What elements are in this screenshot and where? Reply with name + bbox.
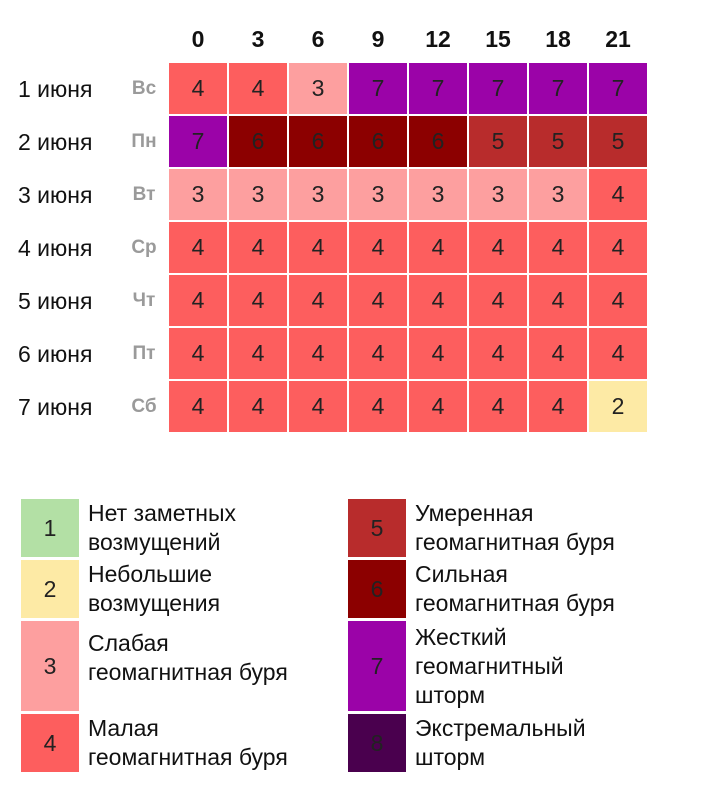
kp-cell: 4 [169, 328, 227, 379]
hour-label: 15 [485, 26, 511, 52]
kp-cell: 5 [589, 116, 647, 167]
kp-cell: 5 [529, 116, 587, 167]
kp-cell: 4 [169, 275, 227, 326]
kp-cell: 2 [589, 381, 647, 432]
kp-cell: 4 [229, 275, 287, 326]
kp-cell: 7 [529, 63, 587, 114]
kp-cell: 4 [469, 328, 527, 379]
weekday-label: Сб [131, 396, 157, 417]
kp-cell: 3 [289, 63, 347, 114]
kp-cell: 4 [409, 328, 467, 379]
kp-cell: 4 [349, 222, 407, 273]
kp-cell: 4 [229, 328, 287, 379]
kp-cell: 4 [469, 275, 527, 326]
kp-cell: 7 [469, 63, 527, 114]
kp-cell: 6 [229, 116, 287, 167]
day-label: 6 июня [18, 341, 93, 367]
kp-cell: 4 [589, 169, 647, 220]
weekday-label: Ср [131, 237, 157, 258]
kp-cell: 4 [229, 381, 287, 432]
kp-cell: 4 [229, 63, 287, 114]
kp-cell: 4 [169, 222, 227, 273]
legend-label: шторм [415, 681, 486, 708]
kp-cell: 7 [409, 63, 467, 114]
legend-label: геомагнитная буря [88, 744, 288, 770]
kp-cell: 4 [589, 275, 647, 326]
day-label: 7 июня [18, 394, 93, 420]
legend-label: Небольшие [88, 561, 213, 587]
kp-cell: 4 [349, 381, 407, 432]
hour-label: 18 [545, 26, 571, 52]
day-label: 5 июня [18, 288, 93, 314]
legend-swatch: 2 [21, 560, 79, 618]
kp-cell: 3 [349, 169, 407, 220]
kp-cell: 6 [409, 116, 467, 167]
kp-cell: 4 [589, 222, 647, 273]
kp-cell: 3 [289, 169, 347, 220]
hour-label: 9 [371, 26, 385, 52]
kp-cell: 3 [529, 169, 587, 220]
legend-swatch: 4 [21, 714, 79, 772]
hour-label: 0 [191, 26, 205, 52]
legend-label: шторм [415, 744, 486, 770]
kp-cell: 5 [469, 116, 527, 167]
legend-swatch: 5 [348, 499, 406, 557]
kp-cell: 4 [529, 222, 587, 273]
hour-label: 12 [425, 26, 451, 52]
weekday-label: Вс [131, 78, 157, 99]
legend-swatch: 1 [21, 499, 79, 557]
kp-cell: 3 [229, 169, 287, 220]
legend-swatch: 8 [348, 714, 406, 772]
hour-label: 3 [251, 26, 265, 52]
legend-label: геомагнитная буря [88, 659, 288, 685]
weekday-label: Вт [132, 184, 156, 205]
legend [0, 492, 708, 782]
kp-cell: 4 [409, 222, 467, 273]
kp-cell: 4 [229, 222, 287, 273]
kp-cell: 4 [289, 275, 347, 326]
weekday-label: Пн [131, 131, 157, 152]
kp-cell: 4 [469, 381, 527, 432]
kp-cell: 6 [349, 116, 407, 167]
kp-cell: 4 [529, 381, 587, 432]
legend-label: Малая [88, 715, 159, 741]
legend-label: Умеренная [415, 500, 534, 526]
day-label: 4 июня [18, 235, 93, 261]
hour-label: 6 [311, 26, 325, 52]
kp-cell: 4 [289, 328, 347, 379]
day-label: 2 июня [18, 129, 93, 155]
weekday-label: Чт [132, 290, 156, 311]
kp-cell: 7 [169, 116, 227, 167]
legend-label: Нет заметных [88, 500, 237, 526]
kp-cell: 3 [469, 169, 527, 220]
kp-cell: 4 [529, 275, 587, 326]
legend-label: Сильная [415, 561, 508, 587]
legend-swatch: 7 [348, 621, 406, 711]
legend-swatch: 3 [21, 621, 79, 711]
legend-label: геомагнитная буря [415, 590, 615, 616]
kp-cell: 4 [169, 63, 227, 114]
legend-swatch: 6 [348, 560, 406, 618]
kp-cell: 4 [349, 328, 407, 379]
legend-label: возмущений [88, 529, 221, 555]
hour-label: 21 [605, 26, 631, 52]
kp-cell: 4 [409, 275, 467, 326]
kp-cell: 4 [409, 381, 467, 432]
kp-cell: 4 [289, 381, 347, 432]
kp-cell: 4 [289, 222, 347, 273]
kp-cell: 4 [469, 222, 527, 273]
day-label: 3 июня [18, 182, 93, 208]
kp-cell: 7 [589, 63, 647, 114]
legend-label: возмущения [88, 590, 221, 616]
legend-label: Слабая [88, 630, 169, 656]
legend-label: Жесткий [415, 623, 507, 650]
legend-label: геомагнитная буря [415, 529, 615, 555]
kp-cell: 3 [169, 169, 227, 220]
legend-label: геомагнитный [415, 652, 564, 679]
kp-cell: 6 [289, 116, 347, 167]
kp-cell: 4 [529, 328, 587, 379]
kp-cell: 3 [409, 169, 467, 220]
kp-cell: 4 [589, 328, 647, 379]
kp-cell: 4 [349, 275, 407, 326]
day-label: 1 июня [18, 76, 93, 102]
legend-label: Экстремальный [415, 715, 586, 741]
kp-cell: 4 [169, 381, 227, 432]
weekday-label: Пт [132, 343, 156, 364]
kp-cell: 7 [349, 63, 407, 114]
